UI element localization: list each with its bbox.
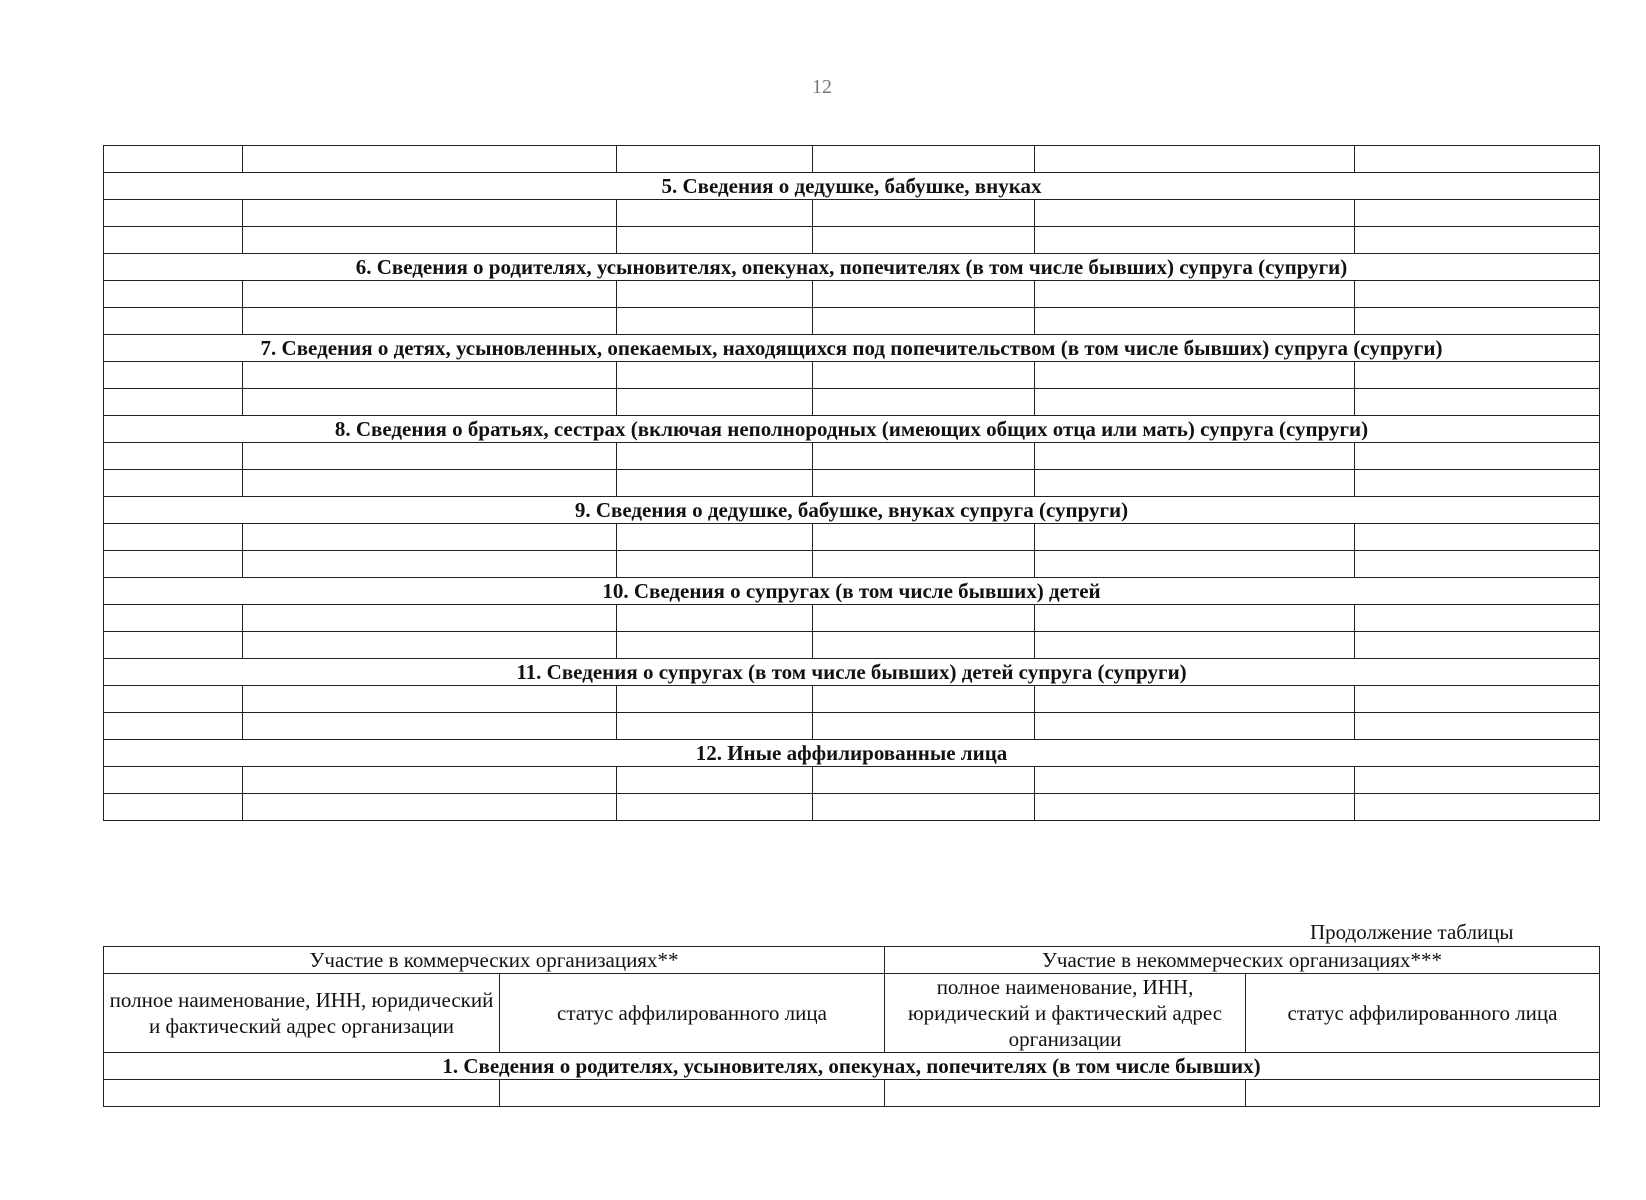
section-heading-8: 8. Сведения о братьях, сестрах (включая неполнородных (имеющих общих отца или мать) супруга (супруги) [104,416,1600,443]
section-heading-12: 12. Иные аффилированные лица [104,740,1600,767]
section-heading-9: 9. Сведения о дедушке, бабушке, внуках супруга (супруги) [104,497,1600,524]
table-row [104,524,1600,551]
table-row [104,200,1600,227]
table-row [104,767,1600,794]
table-row [104,308,1600,335]
table-row [104,794,1600,821]
column-header-status-noncommercial: статус аффилированного лица [1246,974,1600,1053]
column-header-status-commercial: статус аффилированного лица [500,974,885,1053]
table-row [104,605,1600,632]
table-row [104,551,1600,578]
table-row [104,443,1600,470]
section-heading-6: 6. Сведения о родителях, усыновителях, опекунах, попечителях (в том числе бывших) супруга (супруги) [104,254,1600,281]
table-row [104,227,1600,254]
section-heading-11: 11. Сведения о супругах (в том числе бывших) детей супруга (супруги) [104,659,1600,686]
table-row [104,389,1600,416]
table-row [104,686,1600,713]
section-heading-7: 7. Сведения о детях, усыновленных, опекаемых, находящихся под попечительством (в том числе бывших) супруга (супруги) [104,335,1600,362]
table-row [104,470,1600,497]
table-row [104,1080,1600,1107]
group-header-noncommercial: Участие в некоммерческих организациях*** [885,947,1600,974]
column-header-org-commercial: полное наименование, ИНН, юридический и фактический адрес организации [104,974,500,1053]
page-number: 12 [812,76,832,98]
table-row [104,632,1600,659]
group-header-commercial: Участие в коммерческих организациях** [104,947,885,974]
affiliates-table-upper [103,145,1600,821]
section-heading-10: 10. Сведения о супругах (в том числе бывших) детей [104,578,1600,605]
table-row [104,713,1600,740]
table-row [104,362,1600,389]
table-row [104,281,1600,308]
affiliates-table-lower [103,946,1600,1107]
section-heading-5: 5. Сведения о дедушке, бабушке, внуках [104,173,1600,200]
column-header-org-noncommercial: полное наименование, ИНН, юридический и фактический адрес организации [885,974,1246,1053]
section-heading-1: 1. Сведения о родителях, усыновителях, опекунах, попечителях (в том числе бывших) [104,1053,1600,1080]
table-row [104,146,1600,173]
continuation-label: Продолжение таблицы [1310,920,1514,944]
